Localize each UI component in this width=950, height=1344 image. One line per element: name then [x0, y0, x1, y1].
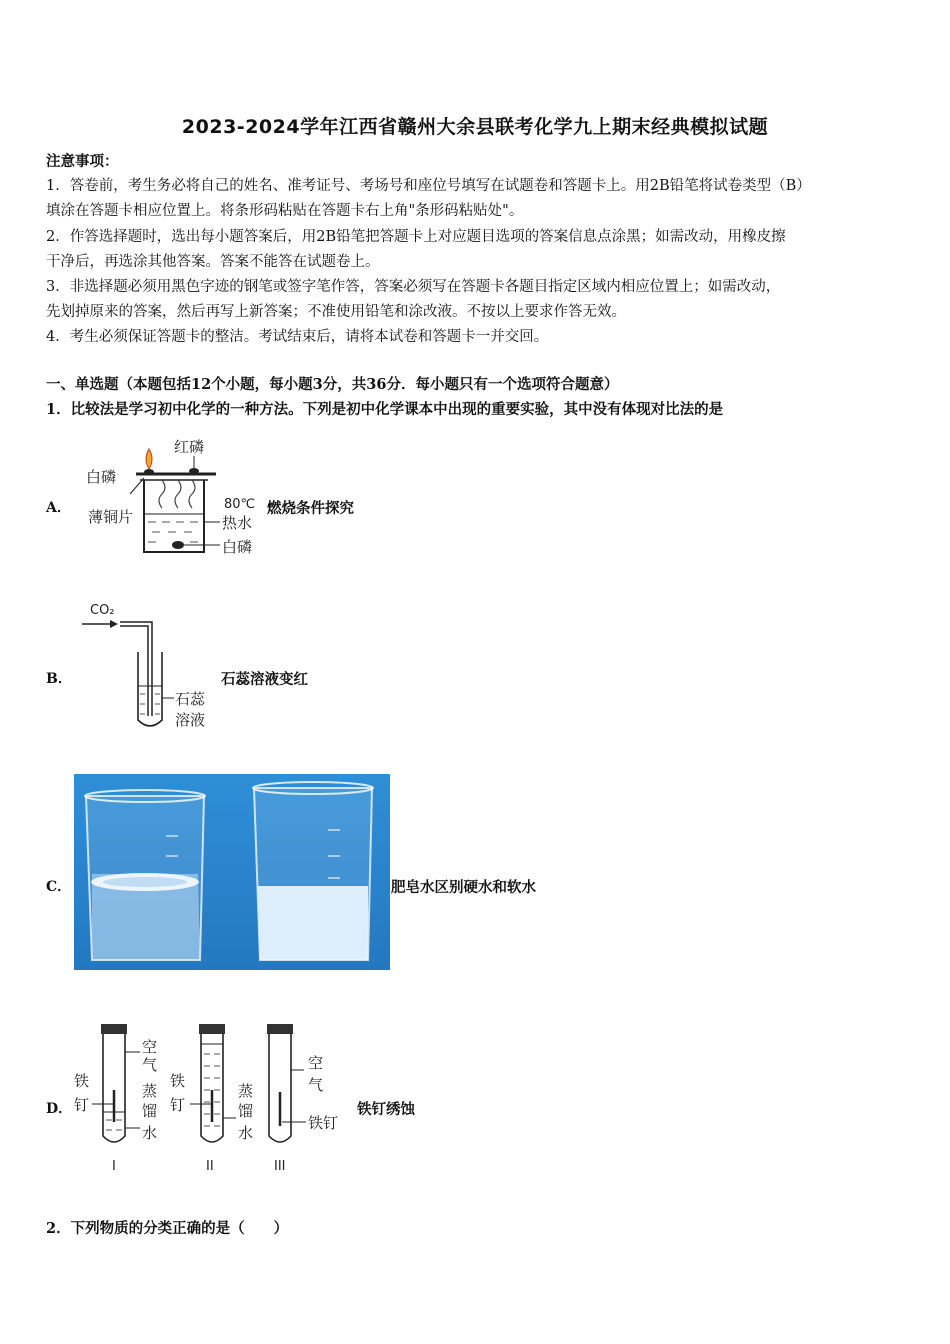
- iron-rust-tubes-figure: [70, 1018, 360, 1180]
- page-title: 2023-2024学年江西省赣州大余县联考化学九上期末经典模拟试题: [181, 116, 769, 138]
- question-1-stem: 1．比较法是学习初中化学的一种方法。下列是初中化学课本中出现的重要实验，其中没有体现对比法的是: [46, 401, 724, 418]
- beakers-illustration: [74, 774, 390, 970]
- option-b-letter: B．: [46, 671, 72, 687]
- label-litmus-2: 溶液: [175, 711, 206, 729]
- section-heading: 一、单选题（本题包括12个小题，每小题3分，共36分．每小题只有一个选项符合题意）: [46, 376, 619, 393]
- tube-2-stopper: [199, 1024, 225, 1034]
- label-red-phosphorus: 红磷: [174, 438, 205, 456]
- t2-water-2: 馏: [238, 1102, 254, 1120]
- notice-line: 2．作答选择题时，选出每小题答案后，用2B铅笔把答题卡上对应题目选项的答案信息点涂黑；如需改动，用橡皮擦: [46, 229, 786, 245]
- t1-nail-1: 铁: [74, 1072, 90, 1090]
- notice-line: 干净后，再选涂其他答案。答案不能答在试题卷上。: [46, 254, 380, 270]
- label-white-phosphorus-top: 白磷: [86, 468, 117, 486]
- beakers-photo: [74, 774, 390, 970]
- notice-line: 4．考生必须保证答题卡的整洁。考试结束后，请将本试卷和答题卡一并交回。: [46, 329, 549, 345]
- t1-air-1: 空: [142, 1038, 158, 1056]
- tube-1-label: I: [112, 1159, 116, 1174]
- notice-heading: 注意事项：: [46, 153, 119, 170]
- t1-water-2: 馏: [142, 1102, 158, 1120]
- tube-3-label: III: [274, 1159, 286, 1174]
- tube-1-stopper: [101, 1024, 127, 1034]
- t1-water-3: 水: [142, 1124, 158, 1142]
- combustion-apparatus-figure: [86, 432, 266, 562]
- notice-line: 先划掉原来的答案，然后再写上新答案；不准使用铅笔和涂改液。不按以上要求作答无效。: [46, 304, 626, 320]
- tube-2-label: II: [206, 1159, 214, 1174]
- label-co2: CO₂: [90, 603, 115, 618]
- t2-nail-2: 钉: [170, 1096, 186, 1114]
- t1-nail-2: 钉: [74, 1096, 90, 1114]
- option-a-caption: 燃烧条件探究: [267, 500, 354, 517]
- notice-line: 1．答卷前，考生务必将自己的姓名、准考证号、考场号和座位号填写在试题卷和答题卡上。用2B铅笔将试卷类型（B）: [46, 178, 811, 194]
- option-d-letter: D．: [46, 1101, 73, 1117]
- notice-line: 3．非选择题必须用黑色字迹的钢笔或签字笔作答，答案必须写在答题卡各题目指定区域内相应位置上；如需改动，: [46, 279, 781, 295]
- notice-line: 填涂在答题卡相应位置上。将条形码粘贴在答题卡右上角"条形码粘贴处"。: [46, 203, 524, 219]
- co2-litmus-figure: [80, 598, 220, 733]
- t2-water-1: 蒸: [238, 1082, 254, 1100]
- label-litmus-1: 石蕊: [175, 690, 206, 708]
- t3-nail: 铁钉: [308, 1114, 339, 1132]
- option-c-letter: C．: [46, 879, 72, 895]
- t3-air-1: 空: [308, 1054, 324, 1072]
- question-2-stem: 2．下列物质的分类正确的是（ ）: [46, 1220, 289, 1237]
- label-copper-sheet: 薄铜片: [88, 508, 134, 526]
- t2-nail-1: 铁: [170, 1072, 186, 1090]
- t1-air-2: 气: [142, 1056, 158, 1074]
- label-white-phosphorus-bottom: 白磷: [222, 538, 253, 556]
- option-d-caption: 铁钉绣蚀: [357, 1101, 415, 1118]
- label-temperature: 80℃: [224, 497, 256, 512]
- tube-3-stopper: [267, 1024, 293, 1034]
- t3-air-2: 气: [308, 1076, 324, 1094]
- option-a-letter: A．: [46, 500, 71, 516]
- label-hot-water: 热水: [222, 514, 253, 532]
- option-b-caption: 石蕊溶液变红: [221, 671, 308, 688]
- t1-water-1: 蒸: [142, 1082, 158, 1100]
- t2-water-3: 水: [238, 1124, 254, 1142]
- option-c-caption: 肥皂水区别硬水和软水: [391, 879, 536, 896]
